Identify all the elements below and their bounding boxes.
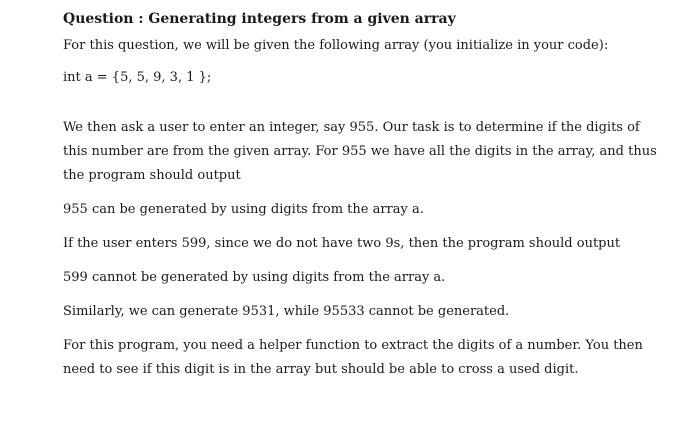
question-title: Question : Generating integers from a given array — [63, 11, 456, 27]
paragraph-599: If the user enters 599, since we do not have two 9s, then the program should output — [63, 236, 621, 251]
array-code: int a = {5, 5, 9, 3, 1 }; — [63, 70, 212, 85]
paragraph-task: We then ask a user to enter an integer, say 955. Our task is to determine if the digits of this number are from the given array. For 955 we have all the digits in the array, and thus the program should output — [63, 120, 657, 183]
output-example-2: 599 cannot be generated by using digits from the array a. — [63, 270, 446, 285]
output-example-1: 955 can be generated by using digits from the array a. — [63, 202, 424, 217]
paragraph-similarly: Similarly, we can generate 9531, while 95533 cannot be generated. — [63, 304, 510, 319]
paragraph-helper: For this program, you need a helper function to extract the digits of a number. You then need to see if this digit is in the array but should be able to cross a used digit. — [63, 338, 643, 377]
document-page — [63, 8, 663, 382]
intro-text: For this question, we will be given the following array (you initialize in your code): — [63, 38, 609, 53]
